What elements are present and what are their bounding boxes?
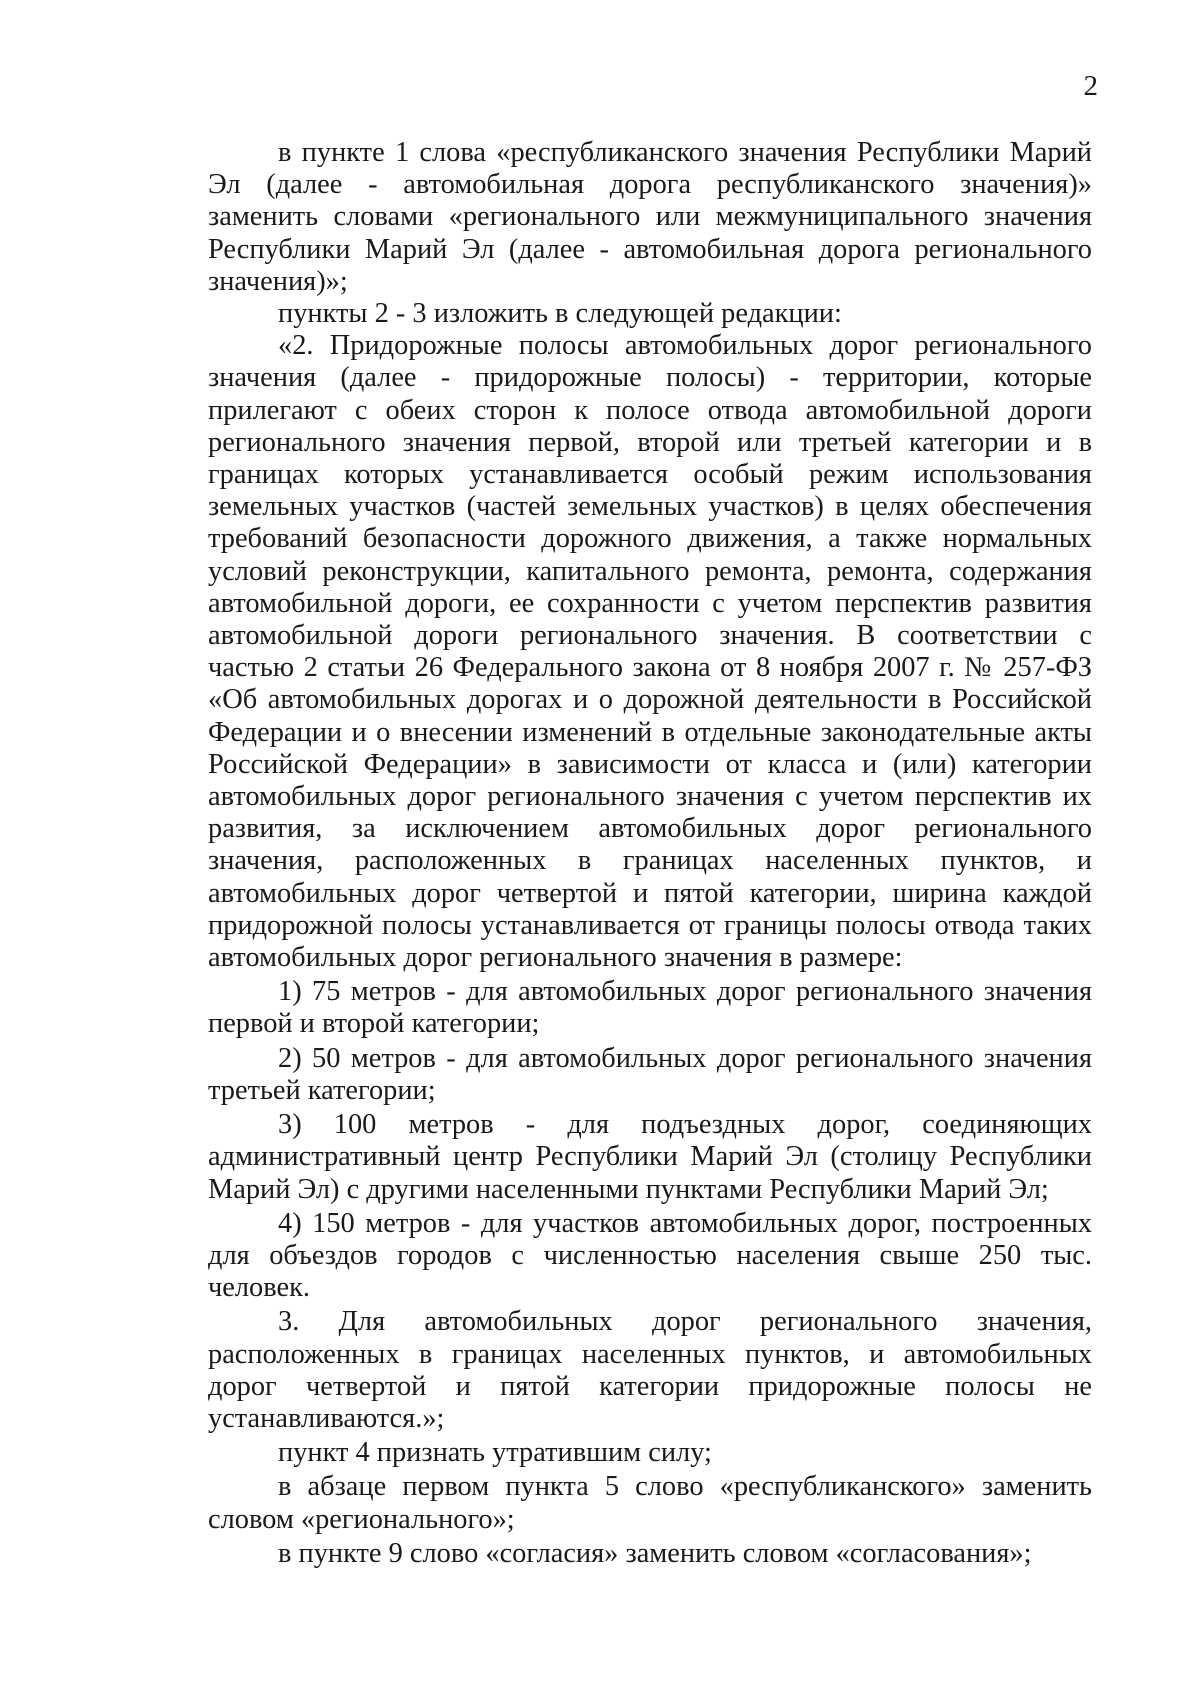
paragraph-item-3-text: 3. Для автомобильных дорог регионального значения, расположенных в границах населенных пунктов, и автомобильных дорог четвертой и пятой категории придорожные полосы не устанавливаются.»; [208,1306,1092,1434]
paragraph-items-2-3-intro: пункты 2 - 3 изложить в следующей редакции: [278,298,842,330]
paragraph-item-5-amendment: в абзаце первом пункта 5 слово «республиканского» заменить словом «регионального»; [208,1471,1092,1535]
list-item-1: 1) 75 метров - для автомобильных дорог регионального значения первой и второй категории; [208,976,1092,1040]
list-item-4: 4) 150 метров - для участков автомобильных дорог, построенных для объездов городов с численностью населения свыше 250 тыс. человек. [208,1207,1092,1304]
paragraph-item-2-text: «2. Придорожные полосы автомобильных дорог регионального значения (далее - придорожные полосы) - территории, которые прилегают с обеих сторон к полосе отвода автомобильной дороги регионального значения первой, второй или третьей категории и в границах которых устанавливается особый режим использования земельных участков (частей земельных участков) в целях обеспечения требований безопасности дорожного движения, а также нормальных условий реконструкции, капитального ремонта, ремонта, содержания автомобильной дороги, ее сохранности с учетом перспектив развития автомобильной дороги регионального значения. В соответствии с частью 2 статьи 26 Федерального закона от 8 ноября 2007 г. № 257-ФЗ «Об автомобильных дорогах и о дорожной деятельности в Российской Федерации и о внесении изменений в отдельные законодательные акты Российской Федерации» в зависимости от класса и (или) категории автомобильных дорог регионального значения с учетом перспектив их развития, за исключением автомобильных дорог регионального значения, расположенных в границах населенных пунктов, и автомобильных дорог четвертой и пятой категории, ширина каждой придорожной полосы устанавливается от границы полосы отвода таких автомобильных дорог регионального значения в размере: [208,330,1092,974]
paragraph-item-1-amendment: в пункте 1 слова «республиканского значения Республики Марий Эл (далее - автомобильная дорога республиканского значения)» заменить словами «регионального или межмуниципального значения Республики Марий Эл (далее - автомобильная дорога регионального значения)»; [208,137,1092,297]
document-body [208,137,1092,1570]
list-item-2: 2) 50 метров - для автомобильных дорог регионального значения третьей категории; [208,1042,1092,1106]
list-item-3: 3) 100 метров - для подъездных дорог, соединяющих административный центр Республики Марий Эл (столицу Республики Марий Эл) с другими населенными пунктами Республики Марий Эл; [208,1109,1092,1205]
page-number: 2 [1083,70,1098,102]
paragraph-item-9-amendment: в пункте 9 слово «согласия» заменить словом «согласования»; [278,1537,1032,1569]
paragraph-item-4-repeal: пункт 4 признать утратившим силу; [278,1437,712,1469]
